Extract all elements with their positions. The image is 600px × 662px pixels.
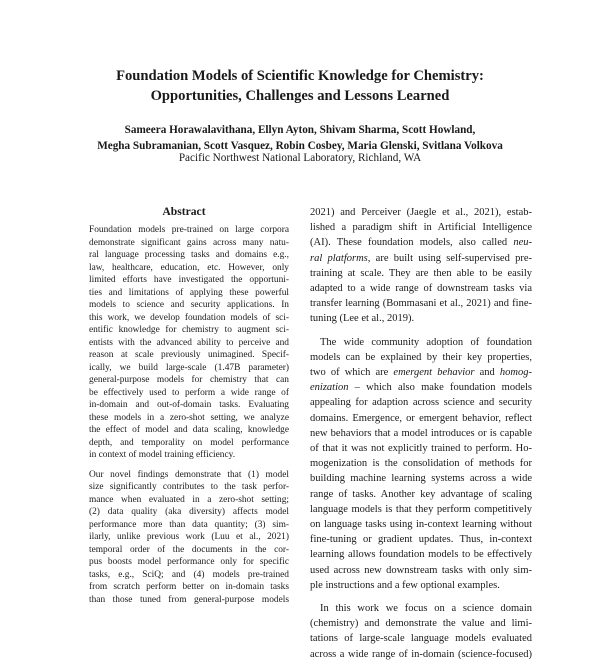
text-line: depth, and temporality on model performance [89, 437, 289, 448]
title-line: Foundation Models of Scientific Knowledge for Chemistry: [116, 68, 484, 84]
text-line: models can be explained by their key properties, [310, 351, 532, 363]
text-line: reason at scale previously unimagined. Specif- [89, 350, 289, 360]
text-line: pus boosts model performance only for specific [89, 557, 289, 567]
text-line: new behaviors that a model introduces or is capable [310, 427, 532, 439]
author-line: Megha Subramanian, Scott Vasquez, Robin Cosbey, Maria Glenski, Svitlana Volkova [97, 140, 503, 152]
text-line: from scratch perform better on in-domain tasks [89, 582, 289, 592]
emphasis: emergent behavior [393, 367, 475, 379]
text-line: two of which are emergent behavior and homog- [310, 367, 532, 379]
text-line: entific knowledge for chemistry to augment sci- [89, 325, 289, 335]
text-line: across a wide range of in-domain (science-focused) [310, 648, 532, 660]
body-paragraph-3 [310, 601, 532, 662]
text-line: demonstrate significant gains across many natu- [89, 237, 289, 248]
emphasis: neu- [513, 237, 532, 249]
emphasis: homog- [499, 367, 532, 379]
abstract-paragraph-1 [89, 224, 289, 462]
text-line: ral platforms, are built using self-supervised pre- [310, 252, 532, 264]
text-line: building machine learning systems across a wide [310, 473, 532, 485]
text-line: of that it was not explicitly trained to perform. Ho- [310, 443, 532, 455]
text-line: in-domain and out-of-domain tasks. Evaluating [89, 400, 289, 410]
text-line: training at scale. They are then able to be easily [310, 267, 532, 279]
text-line: ically, we build large-scale (1.47B parameter) [89, 362, 289, 373]
affiliation: Pacific Northwest National Laboratory, Richland, WA [178, 152, 422, 164]
body-paragraph-2 [310, 335, 532, 593]
text-line: 2021) and Perceiver (Jaegle et al., 2021), estab- [310, 207, 532, 218]
text-line: enization – which also make foundation models [310, 382, 532, 394]
emphasis: enization [310, 382, 349, 394]
text-line: size significantly contributes to the task perfor- [89, 482, 289, 492]
text-line: In this work we focus on a science domain [320, 603, 532, 615]
text-line: ral language processing tasks and domains e.g., [89, 250, 289, 260]
author-line: Sameera Horawalavithana, Ellyn Ayton, Shivam Sharma, Scott Howland, [124, 124, 476, 136]
text-line: appealing for adaption across science and security [310, 397, 532, 409]
text-line: mance when evaluated in a zero-shot setting; [89, 494, 289, 505]
text-line: limited efforts have investigated the opportuni- [89, 275, 289, 285]
text-line: domains. Emergence, or emergent behavior, reflect [310, 412, 532, 424]
text-line: (chemistry) and demonstrate the value and limi- [310, 618, 532, 630]
text-line: The wide community adoption of foundation [320, 336, 532, 348]
text-line: Our novel findings demonstrate that (1) model [89, 469, 289, 480]
text-line: ties and limitations of applying these powerful [89, 287, 289, 298]
text-line: tations of large-scale language models evaluated [310, 633, 532, 645]
text-line: Foundation models pre-trained on large corpora [89, 225, 289, 235]
text-line: lished a paradigm shift in Artificial Intelligence [310, 222, 532, 234]
text-line: tasks, e.g., SciQ; and (4) models pre-trained [89, 569, 289, 580]
text-line: tuning (Lee et al., 2019). [310, 313, 415, 325]
text-line: this work, we develop foundation models of sci- [89, 312, 289, 323]
abstract-paragraph-2 [89, 469, 289, 607]
text-line: than those tuned from general-purpose models [89, 594, 289, 605]
text-line: ilarly, unlike previous work (Luu et al., 2021) [89, 532, 289, 542]
text-line: be effectively used to perform a wide range of [89, 387, 289, 398]
text-line: ple instructions and a few optional examples. [310, 579, 500, 591]
text-line: general-purpose models for chemistry that can [89, 375, 289, 385]
introduction-body [310, 205, 532, 662]
text-line: the effect of model and data scaling, knowledge [89, 425, 289, 435]
text-line: entists with the advanced ability to perceive and [89, 337, 289, 348]
text-line: models to science and security applications. In [89, 300, 289, 310]
text-line: fine-tuning or gradient updates. Thus, in-context [310, 534, 532, 546]
text-line: temporal order of the documents in the cor- [89, 544, 289, 555]
text-line: language models is that they perform competitively [310, 503, 532, 515]
text-line: in context of model training efficiency. [89, 450, 236, 460]
text-line: (AI). These foundation models, also called neu- [310, 237, 532, 249]
text-line: on language tasks using in-context learning without [310, 519, 532, 531]
text-line: law, healthcare, education, etc. However, only [89, 262, 289, 273]
body-paragraph-1 [310, 205, 532, 327]
text-line: learning allows foundation models to be effectively [310, 549, 532, 561]
abstract-body [89, 224, 289, 606]
text-line: these models in a zero-shot setting, we analyze [89, 412, 289, 423]
text-line: adapted to a wide range of downstream tasks via [310, 283, 532, 295]
text-line: mogenization is the consolidation of methods for [310, 458, 532, 470]
title-line: Opportunities, Challenges and Lessons Learned [150, 88, 450, 104]
abstract-heading: Abstract [162, 205, 206, 218]
text-line: transfer learning (Bommasani et al., 2021) and fine- [310, 298, 532, 310]
text-line: performance more than data quantity; (3) sim- [89, 519, 289, 530]
text-line: range of tasks. Another key advantage of scaling [310, 488, 532, 500]
emphasis: ral platforms [310, 252, 368, 264]
text-line: used across new downstream tasks with only sim- [310, 564, 532, 576]
text-line: (2) data quality (aka diversity) affects model [89, 507, 289, 517]
paper-title [40, 66, 560, 106]
